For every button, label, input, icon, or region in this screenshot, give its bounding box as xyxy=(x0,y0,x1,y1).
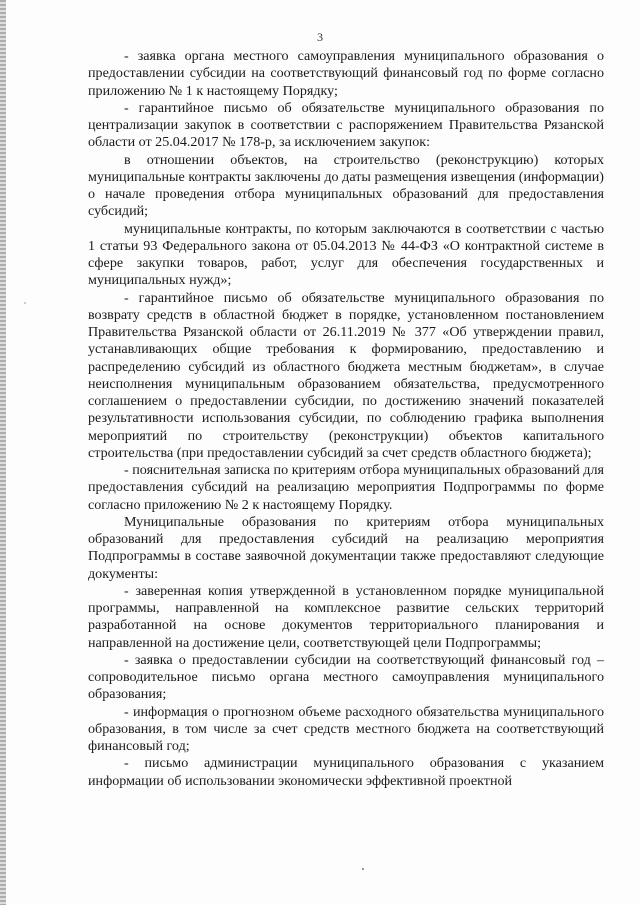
paragraph-program-copy: - заверенная копия утвержденной в установленном порядке муниципальной программы, направленной на комплексное развитие сельских территорий разработанной на основе документов территориального планирования и направленной на достижение цели, соответствующей цели Подпрограммы; xyxy=(88,582,604,651)
paragraph-additional-documents-intro: Муниципальные образования по критериям отбора муниципальных образований для предоставления субсидий на реализацию мероприятия Подпрограммы в составе заявочной документации также предоставляют следующие документы: xyxy=(88,513,604,582)
paragraph-exception-construction: в отношении объектов, на строительство (реконструкцию) которых муниципальные контракты заключены до даты размещения извещения (информации) о начале проведения отбора муниципальных образований для предоставления субсидий; xyxy=(88,151,604,220)
paragraph-guarantee-procurement: - гарантийное письмо об обязательстве муниципального образования по централизации закупок в соответствии с распоряжением Правительства Рязанской области от 25.04.2017 № 178-р, за исключением закупок: xyxy=(88,99,604,151)
document-body xyxy=(88,48,604,790)
paragraph-administration-letter: - письмо администрации муниципального образования с указанием информации об использовании экономически эффективной проектной xyxy=(88,755,604,789)
paragraph-explanatory-note: - пояснительная записка по критериям отбора муниципальных образований для предоставления субсидий на реализацию мероприятия Подпрограммы по форме согласно приложению № 2 к настоящему Порядку. xyxy=(88,462,604,513)
paragraph-municipal-request: - заявка органа местного самоуправления муниципального образования о предоставлении субсидии на соответствующий финансовый год по форме согласно приложению № 1 к настоящему Порядку; xyxy=(88,48,604,99)
page-number: 3 xyxy=(317,30,323,44)
paragraph-exception-contracts: муниципальные контракты, по которым заключаются в соответствии с частью 1 статьи 93 Федерального закона от 05.04.2013 № 44-ФЗ «О контрактной системе в сфере закупки товаров, работ, услуг для обеспечения государственных и муниципальных нужд»; xyxy=(88,220,604,289)
scan-speck xyxy=(24,302,26,304)
scan-edge-artifact xyxy=(0,0,6,905)
paragraph-guarantee-refund: - гарантийное письмо об обязательстве муниципального образования по возврату средств в областной бюджет в порядке, установленном постановлением Правительства Рязанской области от 26.11.2019 № 377 «Об утверждении правил, устанавливающих общие требования к формированию, предоставлению и распределению субсидий из областного бюджета местным бюджетам», в случае неисполнения муниципальным образованием обязательства, предусмотренного соглашением о предоставлении субсидии, по достижению значений показателей результативности использования субсидии, по соблюдению графика выполнения мероприятий по строительству (реконструкции) объектов капитального строительства (при предоставлении субсидий за счет средств областного бюджета); xyxy=(88,289,604,461)
paragraph-expenditure-forecast: - информация о прогнозном объеме расходного обязательства муниципального образования, в том числе за счет средств местного бюджета на соответствующий финансовый год; xyxy=(88,703,604,754)
scan-speck xyxy=(362,868,364,870)
paragraph-subsidy-request-letter: - заявка о предоставлении субсидии на соответствующий финансовый год – сопроводительное письмо органа местного самоуправления муниципального образования; xyxy=(88,651,604,703)
